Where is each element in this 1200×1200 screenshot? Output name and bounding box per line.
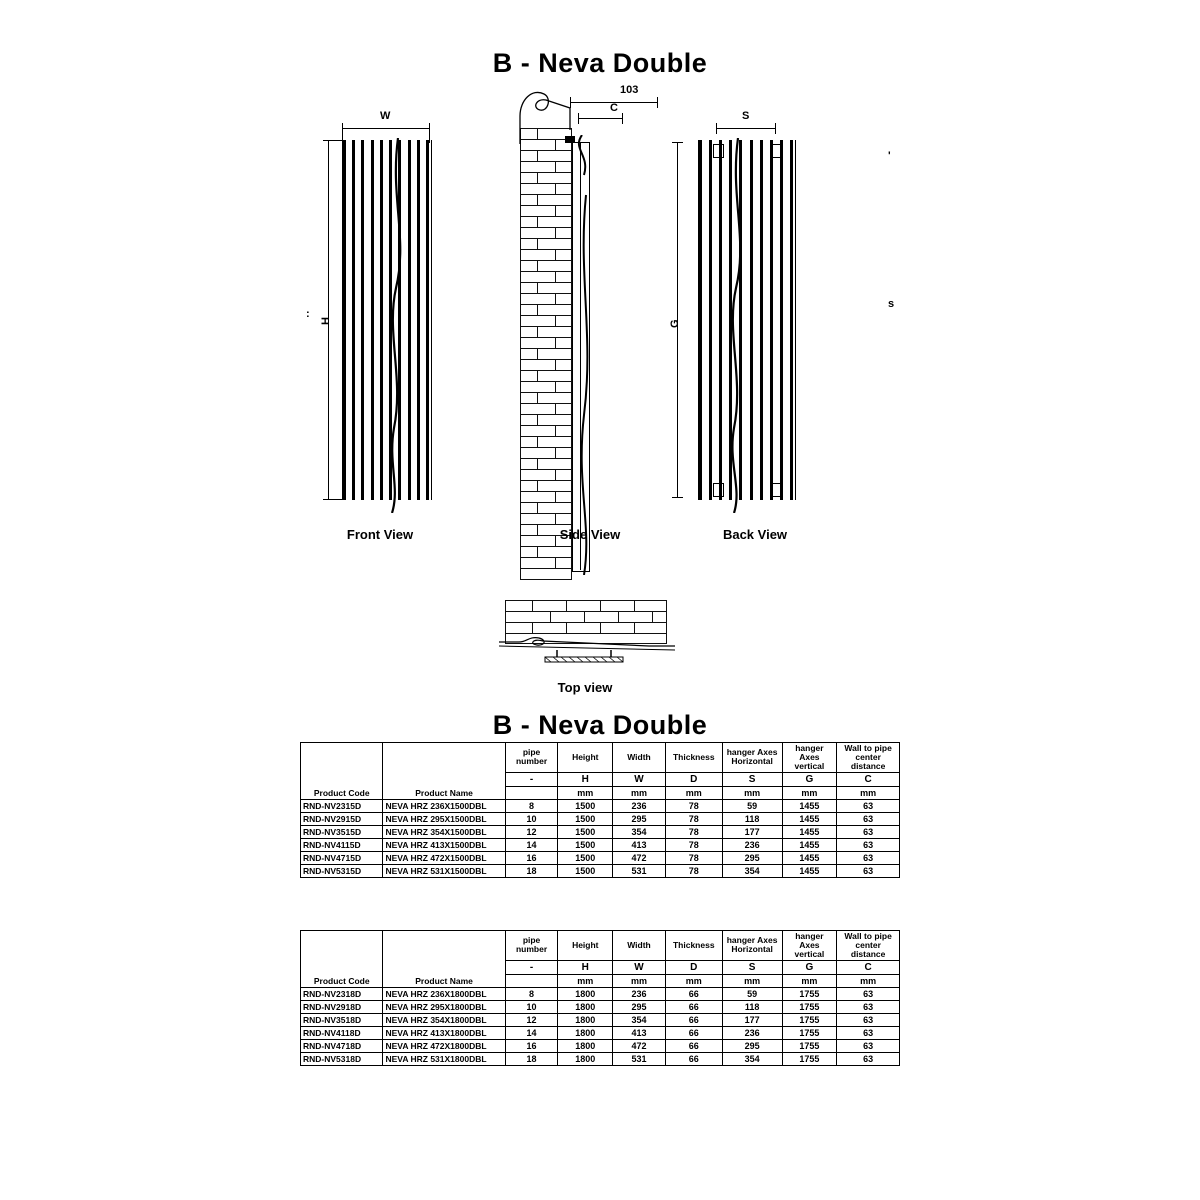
table-header-row — [301, 931, 900, 961]
front-view-label: Front View — [346, 527, 414, 542]
side-c-label: C — [610, 102, 618, 114]
cell-height: 1800 — [558, 1026, 613, 1039]
cell-product-name: NEVA HRZ 531X1800DBL — [383, 1052, 505, 1065]
cell-pipe-number: 14 — [505, 838, 558, 851]
unit-wall-pipe: mm — [837, 786, 900, 799]
cell-hanger-h: 118 — [722, 812, 782, 825]
spec-table-1800 — [300, 930, 900, 1066]
cell-hanger-v: 1755 — [782, 1052, 837, 1065]
unit-hanger-h: mm — [722, 974, 782, 987]
back-s-dim-line — [716, 128, 776, 129]
side-view-drawing — [510, 80, 670, 520]
header-height: Height — [558, 931, 613, 961]
table-row — [301, 799, 900, 812]
cell-wall-pipe: 63 — [837, 1052, 900, 1065]
unit-height: mm — [558, 786, 613, 799]
cell-product-name: NEVA HRZ 472X1500DBL — [383, 851, 505, 864]
fin — [790, 140, 793, 500]
header-thickness: Thickness — [665, 743, 722, 773]
cell-thickness: 66 — [665, 987, 722, 1000]
header-width: Width — [613, 743, 666, 773]
right-edge-s-label: s — [888, 298, 895, 310]
cell-thickness: 66 — [665, 1052, 722, 1065]
cell-product-name: NEVA HRZ 472X1800DBL — [383, 1039, 505, 1052]
cell-hanger-v: 1755 — [782, 1026, 837, 1039]
back-s-tick-left — [716, 123, 717, 134]
cell-thickness: 78 — [665, 812, 722, 825]
fin — [780, 140, 783, 500]
table-row — [301, 1039, 900, 1052]
table-row — [301, 864, 900, 877]
header-height: Height — [558, 743, 613, 773]
symbol-wall-pipe: C — [837, 772, 900, 786]
cell-product-code: RND-NV2318D — [301, 987, 383, 1000]
unit-hanger-v: mm — [782, 974, 837, 987]
table-row — [301, 987, 900, 1000]
cell-hanger-h: 59 — [722, 799, 782, 812]
header-product-code: Product Code — [301, 931, 383, 988]
cell-thickness: 66 — [665, 1039, 722, 1052]
back-g-label: G — [669, 319, 681, 328]
cell-product-code: RND-NV4118D — [301, 1026, 383, 1039]
back-g-tick-top — [672, 142, 683, 143]
cell-wall-pipe: 63 — [837, 864, 900, 877]
back-s-label: S — [742, 110, 750, 122]
unit-width: mm — [613, 974, 666, 987]
side-towel-curve — [568, 135, 608, 575]
table-row — [301, 1013, 900, 1026]
cell-hanger-v: 1455 — [782, 799, 837, 812]
cell-width: 472 — [613, 1039, 666, 1052]
cell-wall-pipe: 63 — [837, 1039, 900, 1052]
cell-height: 1500 — [558, 838, 613, 851]
cell-hanger-h: 354 — [722, 1052, 782, 1065]
cell-pipe-number: 18 — [505, 1052, 558, 1065]
cell-pipe-number: 18 — [505, 864, 558, 877]
back-s-tick-right — [775, 123, 776, 134]
cell-hanger-v: 1755 — [782, 987, 837, 1000]
cell-product-code: RND-NV4715D — [301, 851, 383, 864]
side-depth-tick-right — [657, 97, 658, 108]
cell-pipe-number: 8 — [505, 987, 558, 1000]
table-row — [301, 825, 900, 838]
cell-height: 1500 — [558, 799, 613, 812]
cell-hanger-h: 59 — [722, 987, 782, 1000]
cell-width: 295 — [613, 812, 666, 825]
symbol-hanger-v: G — [782, 960, 837, 974]
unit-width: mm — [613, 786, 666, 799]
header-width: Width — [613, 931, 666, 961]
symbol-height: H — [558, 960, 613, 974]
cell-hanger-h: 118 — [722, 1000, 782, 1013]
cell-thickness: 78 — [665, 799, 722, 812]
header-wall-pipe-distance: Wall to pipe center distance — [837, 931, 900, 961]
table-row — [301, 1000, 900, 1013]
symbol-thickness: D — [665, 772, 722, 786]
cell-thickness: 78 — [665, 851, 722, 864]
unit-thickness: mm — [665, 786, 722, 799]
header-pipe-number: pipe number — [505, 743, 558, 773]
cell-pipe-number: 16 — [505, 1039, 558, 1052]
wall-hatch — [520, 128, 572, 580]
header-product-name: Product Name — [383, 931, 505, 988]
cell-hanger-h: 177 — [722, 825, 782, 838]
front-width-label: W — [380, 110, 391, 122]
cell-hanger-v: 1755 — [782, 1039, 837, 1052]
cell-hanger-h: 236 — [722, 838, 782, 851]
cell-thickness: 66 — [665, 1000, 722, 1013]
cell-product-code: RND-NV3515D — [301, 825, 383, 838]
top-view-drawing — [495, 600, 675, 670]
back-view-drawing — [669, 110, 810, 510]
cell-product-code: RND-NV4115D — [301, 838, 383, 851]
unit-hanger-v: mm — [782, 786, 837, 799]
table-row — [301, 812, 900, 825]
cell-width: 295 — [613, 1000, 666, 1013]
cell-pipe-number: 12 — [505, 825, 558, 838]
top-view-label: Top view — [557, 680, 613, 695]
cell-product-code: RND-NV3518D — [301, 1013, 383, 1026]
cell-product-code: RND-NV2915D — [301, 812, 383, 825]
cell-width: 413 — [613, 1026, 666, 1039]
cell-hanger-v: 1455 — [782, 851, 837, 864]
symbol-hanger-h: S — [722, 960, 782, 974]
cell-pipe-number: 14 — [505, 1026, 558, 1039]
header-product-code: Product Code — [301, 743, 383, 800]
header-hanger-horizontal: hanger Axes Horizontal — [722, 931, 782, 961]
symbol-wall-pipe: C — [837, 960, 900, 974]
cell-hanger-h: 236 — [722, 1026, 782, 1039]
cell-product-code: RND-NV2918D — [301, 1000, 383, 1013]
table-row — [301, 1026, 900, 1039]
cell-pipe-number: 16 — [505, 851, 558, 864]
cell-wall-pipe: 63 — [837, 1000, 900, 1013]
header-hanger-vertical: hanger Axes vertical — [782, 743, 837, 773]
cell-height: 1800 — [558, 1039, 613, 1052]
wall-top-curl — [518, 86, 588, 146]
header-product-name: Product Name — [383, 743, 505, 800]
cell-width: 236 — [613, 799, 666, 812]
cell-wall-pipe: 63 — [837, 987, 900, 1000]
top-view-radiator-profile — [499, 636, 675, 666]
cell-pipe-number: 12 — [505, 1013, 558, 1026]
side-view-label: Side View — [559, 527, 621, 542]
cell-wall-pipe: 63 — [837, 799, 900, 812]
cell-hanger-v: 1455 — [782, 864, 837, 877]
cell-wall-pipe: 63 — [837, 838, 900, 851]
cell-product-name: NEVA HRZ 236X1500DBL — [383, 799, 505, 812]
unit-wall-pipe: mm — [837, 974, 900, 987]
cell-product-code: RND-NV5315D — [301, 864, 383, 877]
cell-width: 531 — [613, 864, 666, 877]
symbol-pipe: - — [505, 772, 558, 786]
cell-hanger-v: 1755 — [782, 1000, 837, 1013]
unit-height: mm — [558, 974, 613, 987]
unit-pipe — [505, 786, 558, 799]
header-hanger-vertical: hanger Axes vertical — [782, 931, 837, 961]
header-pipe-number: pipe number — [505, 931, 558, 961]
back-towel-curve — [710, 138, 780, 513]
cell-width: 472 — [613, 851, 666, 864]
cell-wall-pipe: 63 — [837, 1013, 900, 1026]
spec-table-1500 — [300, 742, 900, 878]
cell-height: 1500 — [558, 812, 613, 825]
cell-hanger-h: 354 — [722, 864, 782, 877]
back-view-label: Back View — [722, 527, 788, 542]
table-header-row — [301, 743, 900, 773]
front-height-label: H — [320, 317, 332, 325]
symbol-hanger-h: S — [722, 772, 782, 786]
cell-thickness: 78 — [665, 838, 722, 851]
table-title: B - Neva Double — [492, 710, 708, 740]
side-depth-value: 103 — [620, 84, 639, 96]
cell-thickness: 66 — [665, 1026, 722, 1039]
cell-pipe-number: 8 — [505, 799, 558, 812]
header-thickness: Thickness — [665, 931, 722, 961]
towel-curve — [342, 138, 432, 513]
cell-pipe-number: 10 — [505, 1000, 558, 1013]
cell-thickness: 78 — [665, 825, 722, 838]
cell-product-name: NEVA HRZ 413X1500DBL — [383, 838, 505, 851]
cell-height: 1500 — [558, 864, 613, 877]
cell-hanger-h: 295 — [722, 1039, 782, 1052]
cell-width: 236 — [613, 987, 666, 1000]
symbol-hanger-v: G — [782, 772, 837, 786]
cell-pipe-number: 10 — [505, 812, 558, 825]
cell-hanger-v: 1455 — [782, 812, 837, 825]
symbol-thickness: D — [665, 960, 722, 974]
cell-product-code: RND-NV4718D — [301, 1039, 383, 1052]
cell-hanger-v: 1455 — [782, 838, 837, 851]
cell-height: 1800 — [558, 1052, 613, 1065]
cell-wall-pipe: 63 — [837, 812, 900, 825]
cell-width: 354 — [613, 1013, 666, 1026]
symbol-width: W — [613, 772, 666, 786]
back-g-tick-bottom — [672, 497, 683, 498]
cell-wall-pipe: 63 — [837, 851, 900, 864]
cell-width: 413 — [613, 838, 666, 851]
header-hanger-horizontal: hanger Axes Horizontal — [722, 743, 782, 773]
cell-height: 1800 — [558, 1013, 613, 1026]
table-row — [301, 838, 900, 851]
cell-product-name: NEVA HRZ 413X1800DBL — [383, 1026, 505, 1039]
cell-thickness: 78 — [665, 864, 722, 877]
cell-product-name: NEVA HRZ 295X1500DBL — [383, 812, 505, 825]
cell-hanger-v: 1455 — [782, 825, 837, 838]
cell-product-name: NEVA HRZ 354X1800DBL — [383, 1013, 505, 1026]
table-row — [301, 851, 900, 864]
cell-hanger-v: 1755 — [782, 1013, 837, 1026]
cell-width: 531 — [613, 1052, 666, 1065]
fin — [699, 140, 702, 500]
front-width-dim-line — [342, 128, 430, 129]
cell-wall-pipe: 63 — [837, 825, 900, 838]
unit-thickness: mm — [665, 974, 722, 987]
cell-height: 1800 — [558, 1000, 613, 1013]
header-wall-pipe-distance: Wall to pipe center distance — [837, 743, 900, 773]
cell-product-code: RND-NV2315D — [301, 799, 383, 812]
cell-hanger-h: 177 — [722, 1013, 782, 1026]
cell-thickness: 66 — [665, 1013, 722, 1026]
cell-wall-pipe: 63 — [837, 1026, 900, 1039]
cell-hanger-h: 295 — [722, 851, 782, 864]
symbol-width: W — [613, 960, 666, 974]
cell-height: 1500 — [558, 851, 613, 864]
side-c-tick-right — [622, 113, 623, 124]
cell-width: 354 — [613, 825, 666, 838]
unit-pipe — [505, 974, 558, 987]
cell-product-code: RND-NV5318D — [301, 1052, 383, 1065]
cell-product-name: NEVA HRZ 236X1800DBL — [383, 987, 505, 1000]
symbol-height: H — [558, 772, 613, 786]
cell-height: 1500 — [558, 825, 613, 838]
cell-product-name: NEVA HRZ 531X1500DBL — [383, 864, 505, 877]
unit-hanger-h: mm — [722, 786, 782, 799]
right-edge-tick: ' — [888, 150, 891, 162]
page-title: B - Neva Double — [492, 48, 708, 78]
front-view-drawing — [306, 110, 440, 510]
table-row — [301, 1052, 900, 1065]
symbol-pipe: - — [505, 960, 558, 974]
front-height-marker: : — [306, 308, 310, 320]
cell-product-name: NEVA HRZ 295X1800DBL — [383, 1000, 505, 1013]
cell-height: 1800 — [558, 987, 613, 1000]
cell-product-name: NEVA HRZ 354X1500DBL — [383, 825, 505, 838]
